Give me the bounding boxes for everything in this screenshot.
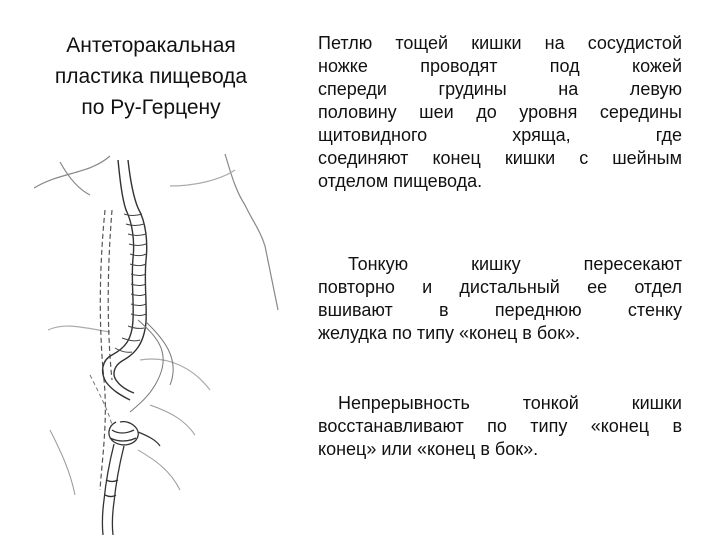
- left-shoulder-line: [34, 156, 110, 188]
- paragraph-3-line: восстанавливают по типу «конец в: [318, 416, 682, 436]
- right-side-line: [265, 246, 278, 310]
- distal-bowel-right: [112, 446, 124, 535]
- anatomy-drawing: [20, 150, 290, 535]
- paragraph-3-line: конец» или «конец в бок».: [318, 439, 539, 459]
- original-esophagus-dashed: [100, 210, 105, 490]
- jejunal-loop-right-wall: [114, 160, 147, 393]
- paragraph-3-line: Непрерывность тонкой кишки: [338, 393, 682, 413]
- paragraph-2-line: желудка по типу «конец в бок».: [318, 323, 581, 343]
- vessel-dashed: [90, 375, 112, 425]
- right-shoulder-line: [225, 154, 265, 246]
- paragraph-2-line: Тонкую кишку пересекают: [348, 254, 682, 274]
- paragraph-1-line: Петлю тощей кишки на сосудистой: [318, 33, 682, 53]
- mesenteric-vessel-1: [130, 320, 163, 412]
- paragraph-1-line: спереди грудины на левую: [318, 79, 682, 99]
- paragraph-1-line: соединяют конец кишки с шейным: [318, 148, 682, 168]
- paragraph-2-line: повторно и дистальный ее отдел: [318, 277, 682, 297]
- clavicle-line: [170, 170, 235, 186]
- paragraph-1-line: половину шеи до уровня середины: [318, 102, 682, 122]
- paragraph-3: [318, 392, 682, 461]
- paragraph-1: [318, 32, 682, 193]
- paragraph-2: [318, 253, 682, 345]
- paragraph-1-line: ножке проводят под кожей: [318, 56, 682, 76]
- title-line-2: пластика пищевода: [54, 65, 248, 88]
- esophagoplasty-illustration: [20, 150, 290, 535]
- paragraph-1-line: отделом пищевода.: [318, 171, 483, 191]
- slide-title: [22, 30, 280, 123]
- paragraph-1-line: щитовидного хряща, где: [318, 125, 682, 145]
- stomach-outline: [140, 359, 210, 390]
- title-line-3: по Ру-Герцену: [81, 96, 221, 119]
- paragraph-2-line: вшивают в переднюю стенку: [318, 300, 682, 320]
- title-line-1: Антеторакальная: [66, 34, 236, 57]
- left-neck-line: [60, 162, 90, 195]
- original-esophagus-dashed-2: [108, 210, 112, 380]
